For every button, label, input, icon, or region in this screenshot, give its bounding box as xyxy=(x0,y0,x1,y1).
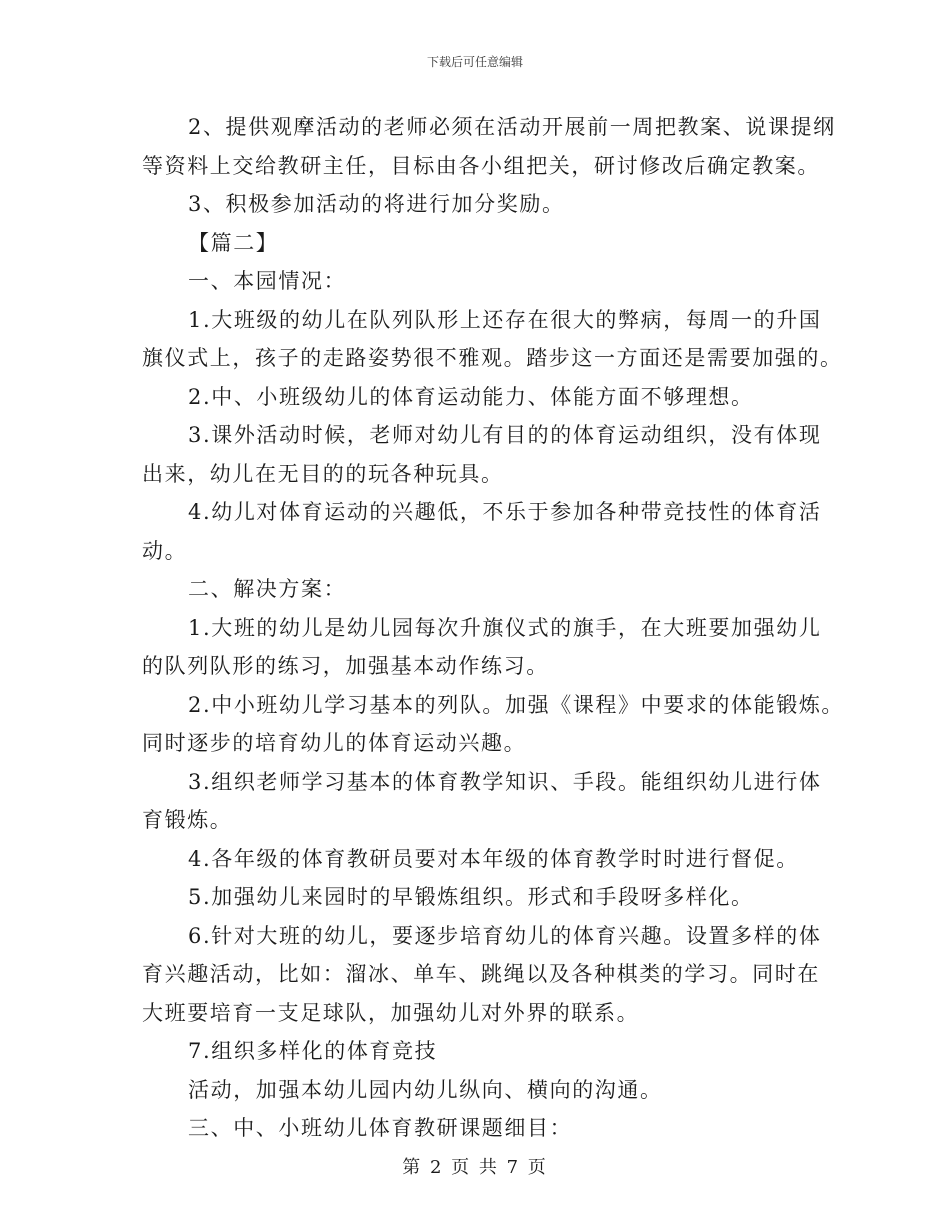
paragraph-line: 同时逐步的培育幼儿的体育运动兴趣。 xyxy=(142,731,527,755)
paragraph-line: 的队列队形的练习，加强基本动作练习。 xyxy=(142,654,549,678)
paragraph-line: 育锻炼。 xyxy=(142,808,233,832)
paragraph-line: 活动，加强本幼儿园内幼儿纵向、横向的沟通。 xyxy=(188,1077,663,1102)
paragraph xyxy=(142,878,810,917)
paragraph xyxy=(142,262,810,301)
page-header: 下载后可任意编辑 xyxy=(426,55,523,69)
paragraph-line: 一、本园情况： xyxy=(188,269,347,293)
paragraph xyxy=(142,917,822,1033)
document-body xyxy=(142,108,845,1148)
paragraph xyxy=(142,185,810,224)
paragraph-line: 等资料上交给教研主任，目标由各小组把关，研讨修改后确定教案。 xyxy=(142,153,820,178)
paragraph-line: 3.组织老师学习基本的体育教学知识、手段。能组织幼儿进行体 xyxy=(188,769,822,794)
paragraph-line: 二、解决方案： xyxy=(188,577,347,601)
paragraph xyxy=(142,570,810,609)
paragraph xyxy=(142,301,843,378)
paragraph xyxy=(142,1109,810,1148)
paragraph xyxy=(142,686,845,763)
paragraph-line: 2、提供观摩活动的老师必须在活动开展前一周把教案、说课提纲 xyxy=(188,115,836,139)
paragraph xyxy=(142,1071,810,1110)
page-footer: 第 2 页 共 7 页 xyxy=(402,1157,548,1178)
paragraph-line: 大班要培育一支足球队，加强幼儿对外界的联系。 xyxy=(142,1000,640,1025)
paragraph-line: 育兴趣活动，比如：溜冰、单车、跳绳以及各种棋类的学习。同时在 xyxy=(142,962,820,986)
paragraph-line: 1.大班级的幼儿在队列队形上还存在很大的弊病，每周一的升国 xyxy=(188,307,822,332)
paragraph-line: 1.大班的幼儿是幼儿园每次升旗仪式的旗手，在大班要加强幼儿 xyxy=(188,615,822,640)
paragraph-line: 2.中、小班级幼儿的体育运动能力、体能方面不够理想。 xyxy=(188,384,754,409)
paragraph-line: 出来，幼儿在无目的的玩各种玩具。 xyxy=(142,461,504,486)
paragraph xyxy=(142,609,822,686)
paragraph xyxy=(142,840,810,879)
paragraph xyxy=(142,1032,810,1071)
paragraph-line: 4.各年级的体育教研员要对本年级的体育教学时时进行督促。 xyxy=(188,846,799,871)
paragraph xyxy=(142,108,836,185)
paragraph-line: 3.课外活动时候，老师对幼儿有目的的体育运动组织，没有体现 xyxy=(188,423,822,447)
paragraph xyxy=(142,224,810,263)
paragraph-line: 7.组织多样化的体育竞技 xyxy=(188,1039,438,1063)
paragraph xyxy=(142,416,822,493)
paragraph-line: 5.加强幼儿来园时的早锻炼组织。形式和手段呀多样化。 xyxy=(188,885,754,909)
paragraph-line: 4.幼儿对体育运动的兴趣低，不乐于参加各种带竞技性的体育活 xyxy=(188,500,822,524)
paragraph-line: 2.中小班幼儿学习基本的列队。加强《课程》中要求的体能锻炼。 xyxy=(188,692,845,717)
paragraph xyxy=(142,493,822,570)
paragraph-line: 三、中、小班幼儿体育教研课题细目： xyxy=(188,1116,573,1140)
paragraph-line: 【篇二】 xyxy=(188,230,279,255)
paragraph xyxy=(142,378,810,417)
paragraph-line: 6.针对大班的幼儿，要逐步培育幼儿的体育兴趣。设置多样的体 xyxy=(188,923,822,948)
paragraph-line: 3、积极参加活动的将进行加分奖励。 xyxy=(188,192,565,216)
paragraph xyxy=(142,763,822,840)
paragraph-line: 旗仪式上，孩子的走路姿势很不雅观。踏步这一方面还是需要加强的。 xyxy=(142,346,843,370)
paragraph-line: 动。 xyxy=(142,538,188,563)
